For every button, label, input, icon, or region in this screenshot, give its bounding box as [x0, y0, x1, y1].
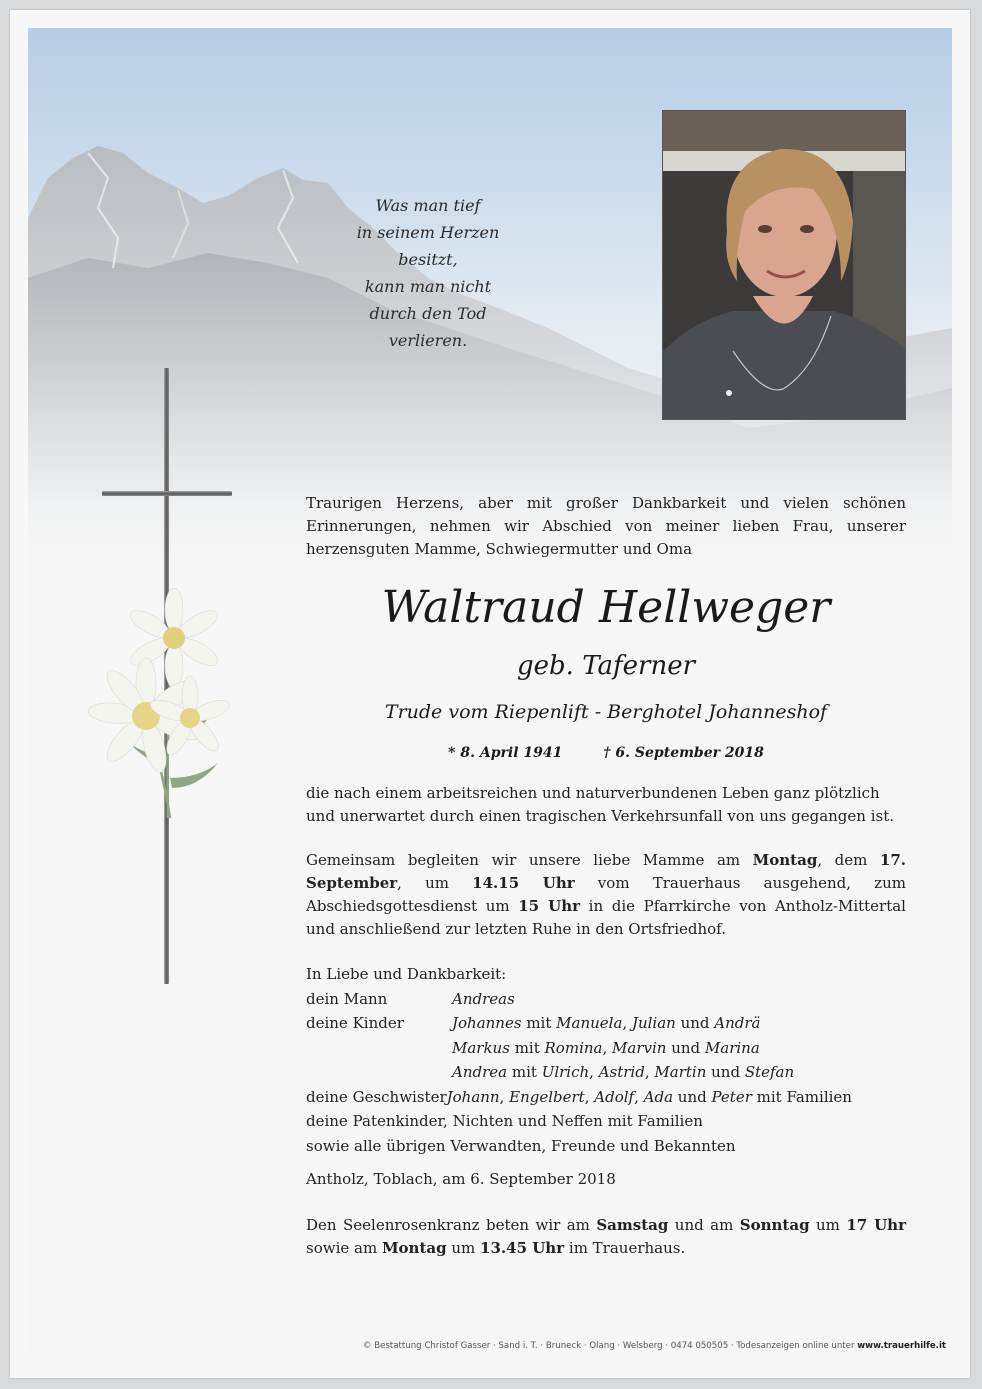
grandchild-name: Marvin — [612, 1038, 667, 1057]
connector: , — [622, 1014, 632, 1032]
funeral-paragraph — [306, 849, 906, 941]
footer-text: © Bestattung Christof Gasser · Sand i. T. · Bruneck · Olang · Welsberg · 0474 050505 · Todesanzeigen online unter — [362, 1341, 858, 1351]
maiden-name: geb. Taferner — [516, 651, 696, 681]
funeral-text: vom Trauerhaus ausgehend, zum Abschiedsgottesdienst um — [306, 874, 906, 915]
connector: , — [602, 1038, 613, 1057]
connector: mit — [509, 1038, 545, 1057]
grandchild-name: Julian — [631, 1014, 676, 1032]
edelweiss-flowers — [68, 588, 258, 828]
funeral-text: Gemeinsam begleiten wir unsere liebe Mamme am — [306, 851, 753, 869]
rosary-time: 13.45 Uhr — [480, 1239, 565, 1257]
family-label: deine Kinder — [306, 1014, 404, 1032]
child-name: Markus — [452, 1038, 510, 1057]
child-name: Andrea — [452, 1063, 508, 1081]
connector: und — [666, 1038, 705, 1057]
birth-date: * 8. April 1941 — [448, 745, 563, 761]
footer-website-link[interactable]: www.trauerhilfe.it — [857, 1341, 946, 1351]
connector: mit — [521, 1014, 557, 1032]
rosary-paragraph — [306, 1214, 906, 1260]
family-row-children — [306, 1060, 916, 1085]
connector: , — [634, 1087, 644, 1106]
rosary-day: Samstag — [596, 1216, 669, 1234]
funeral-text: , um — [397, 874, 473, 892]
funeral-date: 17. September — [306, 851, 906, 892]
connector: mit Familien — [751, 1087, 852, 1106]
child-name: Johannes — [452, 1014, 522, 1032]
partner-name: Romina — [544, 1038, 603, 1057]
grandchild-name: Marina — [704, 1038, 760, 1057]
sibling-name: Engelbert — [509, 1087, 585, 1106]
nickname-line: Trude vom Riepenlift - Berghotel Johanneshof — [384, 701, 828, 723]
funeral-day: Montag — [752, 851, 818, 869]
funeral-time: 14.15 Uhr — [472, 874, 575, 892]
funeral-text: , dem — [817, 851, 880, 869]
portrait-photo — [662, 110, 906, 420]
connector: , — [589, 1063, 599, 1081]
card-inner — [28, 28, 952, 1358]
partner-name: Ulrich — [541, 1063, 590, 1081]
footer — [28, 1341, 952, 1351]
family-heading: In Liebe und Dankbarkeit: — [306, 965, 507, 983]
connector: und — [706, 1063, 745, 1081]
family-row-children — [306, 1011, 916, 1036]
grandchild-name: Stefan — [744, 1063, 795, 1081]
family-row-siblings — [306, 1085, 916, 1110]
rosary-text: um — [446, 1239, 481, 1257]
children-line — [452, 1060, 794, 1085]
funeral-text: in die Pfarrkirche von Antholz-Mittertal und anschließend zur letzten Ruhe in den Ortsfriedhof. — [306, 897, 906, 938]
mass-time: 15 Uhr — [518, 897, 581, 915]
death-paragraph: die nach einem arbeitsreichen und naturverbundenen Leben ganz plötzlich und unerwartet durch einen tragischen Verkehrsunfall von uns gegangen ist. — [306, 784, 895, 825]
sibling-name: Peter — [711, 1087, 752, 1106]
memorial-quote — [328, 192, 528, 354]
grandchild-name: Martin — [654, 1063, 707, 1081]
family-label: deine Geschwister — [306, 1087, 447, 1106]
family-list — [306, 962, 916, 1158]
obituary-card — [10, 10, 970, 1378]
rosary-text: sowie am — [306, 1239, 382, 1257]
sibling-name: Adolf — [594, 1087, 635, 1106]
connector: mit — [507, 1063, 542, 1081]
connector: , — [644, 1063, 655, 1081]
quote-line: in seinem Herzen besitzt, — [356, 223, 500, 269]
rosary-text: Den Seelenrosenkranz beten wir am — [306, 1216, 597, 1234]
connector: und — [673, 1087, 712, 1106]
connector: und — [675, 1014, 715, 1032]
grandchild-name: Astrid — [598, 1063, 645, 1081]
cross-horizontal-bar — [102, 491, 232, 496]
death-date: † 6. September 2018 — [603, 745, 764, 761]
rosary-day: Sonntag — [739, 1216, 810, 1234]
quote-line: Was man tief — [375, 196, 481, 215]
rosary-day: Montag — [381, 1239, 447, 1257]
rosary-text: und am — [668, 1216, 740, 1234]
siblings-line — [447, 1085, 852, 1110]
husband-name: Andreas — [452, 989, 515, 1008]
partner-name: Manuela — [556, 1014, 623, 1032]
connector: , — [499, 1087, 510, 1106]
sibling-name: Johann — [446, 1087, 500, 1106]
family-row-husband — [306, 987, 916, 1012]
children-line — [452, 1036, 760, 1061]
connector: , — [584, 1087, 595, 1106]
grandchild-name: Andrä — [714, 1014, 761, 1032]
life-dates — [306, 742, 906, 764]
family-row-children — [306, 1036, 916, 1061]
rosary-time: 17 Uhr — [846, 1216, 906, 1234]
quote-line: durch den Tod verlieren. — [369, 304, 487, 350]
deceased-name: Waltraud Hellweger — [381, 582, 831, 633]
relatives-line: sowie alle übrigen Verwandten, Freunde und Bekannten — [306, 1136, 736, 1155]
godchildren-line: deine Patenkinder, Nichten und Neffen mit Familien — [306, 1112, 703, 1130]
quote-line: kann man nicht — [364, 277, 492, 296]
family-label: dein Mann — [306, 989, 388, 1008]
sibling-name: Ada — [643, 1087, 674, 1106]
children-line — [452, 1011, 761, 1036]
place-date: Antholz, Toblach, am 6. September 2018 — [306, 1170, 616, 1188]
rosary-text: im Trauerhaus. — [564, 1239, 686, 1257]
rosary-text: um — [809, 1216, 847, 1234]
intro-paragraph: Traurigen Herzens, aber mit großer Dankbarkeit und vielen schönen Erinnerungen, nehmen wir Abschied von meiner lieben Frau, unserer herzensguten Mamme, Schwiegermutter und Oma — [306, 494, 906, 558]
